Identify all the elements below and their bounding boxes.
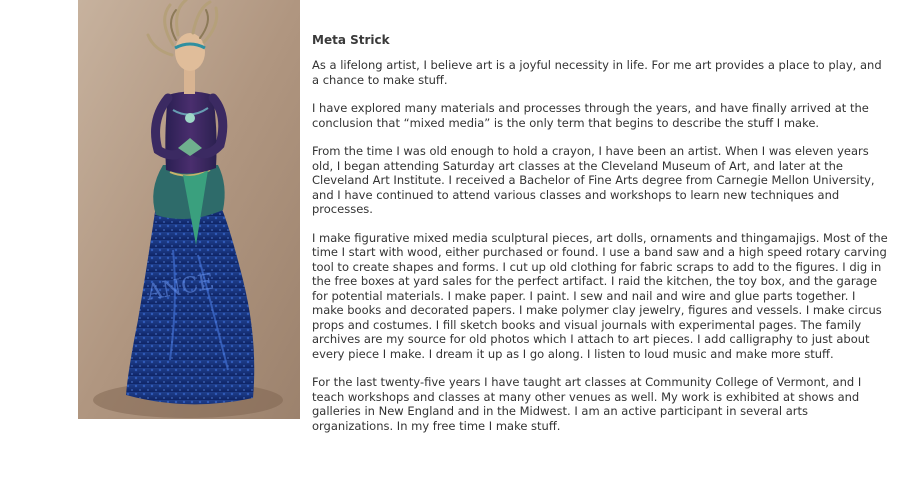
artist-name: Meta Strick <box>312 33 390 47</box>
bio-paragraph: As a lifelong artist, I believe art is a joyful necessity in life. For me art provides a place to play, and a chance to make stuff. <box>312 58 882 87</box>
art-doll-illustration <box>78 0 300 419</box>
art-doll-photo <box>78 0 300 419</box>
bio-paragraph: I make figurative mixed media sculptural pieces, art dolls, ornaments and thingamajigs. Most of the time I start with wood, either purchased or found. I use a band saw and a high speed rotary carving tool to create shapes and forms. I cut up old clothing for fabric scraps to add to the figures. I dig in the free boxes at yard sales for the perfect artifact. I raid the kitchen, the toy box, and the garage for potential materials. I make paper. I paint. I sew and nail and wire and glue parts together. I make books and decorated papers. I make polymer clay jewelry, figures and vessels. I make circus props and costumes. I fill sketch books and visual journals with experimental pages. The family archives are my source for old photos which I attach to art pieces. I add calligraphy to just about every piece I make. I dream it up as I go along. I listen to loud music and make more stuff. <box>312 230 888 361</box>
bio-paragraph: For the last twenty-five years I have taught art classes at Community College of Vermont, and I teach workshops and classes at many other venues as well. My work is exhibited at shows and galleries in New England and in the Midwest. I am an active participant in several arts organizations. In my free time I make stuff. <box>312 375 862 433</box>
bio-paragraph: I have explored many materials and processes through the years, and have finally arrived at the conclusion that “mixed media” is the only term that begins to describe the stuff I make. <box>312 101 869 130</box>
svg-text:ANCE: ANCE <box>144 269 217 306</box>
bio-paragraph: From the time I was old enough to hold a crayon, I have been an artist. When I was eleven years old, I began attending Saturday art classes at the Cleveland Museum of Art, and later at the Cleveland Art Institute. I received a Bachelor of Fine Arts degree from Carnegie Mellon University, and I have continued to attend various classes and workshops to learn new techniques and processes. <box>312 144 875 216</box>
artist-bio <box>312 33 890 447</box>
